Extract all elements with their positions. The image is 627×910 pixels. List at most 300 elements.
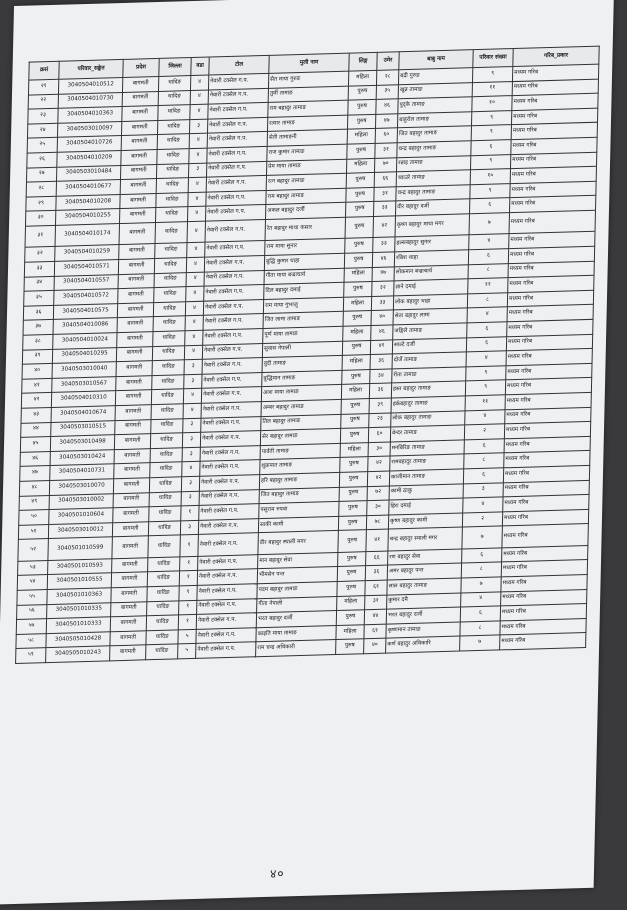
cell-head-name: तुर्मी तामाङ: [268, 86, 348, 103]
cell-tol: नेवारी टक्सेल ग.प.: [202, 358, 262, 374]
household-table: [15, 46, 600, 664]
cell-head-name: आश माया तामाङ: [261, 385, 341, 402]
cell-province: बागमती: [115, 419, 151, 435]
cell-district: धादिङ: [151, 418, 183, 433]
cell-age: ६१: [365, 580, 387, 595]
cell-tol: नेवारी टक्सेल ग.प.: [205, 219, 265, 242]
cell-father-name: जङ्गिले तामाङ: [393, 323, 467, 340]
cell-district: धादिङ: [148, 521, 180, 536]
cell-tol: नेवारी टक्सेल ग.प.: [205, 205, 265, 221]
cell-ward: ४: [188, 192, 206, 207]
cell-serial: ५२: [18, 539, 48, 561]
cell-ward: ४: [186, 286, 204, 301]
cell-household-code: 3040504010571: [54, 260, 118, 276]
cell-tol: नेवारी टक्सेल ग.प.: [204, 270, 264, 286]
cell-father-name: काजीमान तामाङ: [389, 469, 463, 486]
cell-serial: ३२: [25, 247, 55, 262]
cell-household-code: 3040503010002: [49, 493, 113, 509]
cell-age: ३१: [365, 595, 387, 610]
cell-father-name: चन्द्र बहादुर तामाङ: [396, 185, 470, 202]
cell-serial: ५६: [17, 604, 47, 619]
cell-family-size: ६: [471, 140, 511, 156]
cell-age: ३९: [369, 398, 391, 413]
cell-gender: पुरुष: [344, 253, 372, 268]
cell-household-code: 3040501010593: [48, 559, 112, 575]
cell-tol: नेवारी टक्सेल ग.प.: [205, 241, 265, 257]
cell-province: बागमती: [113, 478, 149, 494]
cell-gender: पुरुष: [340, 457, 368, 472]
cell-ward: ३: [182, 447, 200, 462]
cell-father-name: दोर्जे तामाङ: [392, 352, 466, 369]
cell-head-name: जित लामा तामाङ: [263, 312, 343, 329]
cell-head-name: रेत बहादुर माथा कसार: [265, 217, 345, 241]
cell-household-code: 3040504010310: [51, 391, 115, 407]
cell-poverty-type: मध्यम गरिब: [502, 509, 588, 526]
page-number: ४०: [269, 866, 285, 881]
cell-district: धादिङ: [151, 389, 183, 404]
cell-ward: १: [179, 571, 197, 586]
header-father-name: बाबु नाम: [399, 50, 473, 70]
cell-head-name: अम्बर बहादुर तामाङ: [261, 399, 341, 416]
cell-poverty-type: मध्यम गरिब: [510, 152, 596, 169]
cell-ward: ४: [184, 345, 202, 360]
cell-province: बागमती: [110, 616, 146, 632]
cell-poverty-type: मध्यम गरिब: [512, 64, 598, 81]
cell-ward: ४: [187, 221, 205, 243]
cell-poverty-type: मध्यम गरिब: [506, 349, 592, 366]
cell-province: बागमती: [113, 507, 149, 523]
cell-district: धादिङ: [156, 163, 188, 178]
cell-ward: १: [179, 585, 197, 600]
cell-head-name: मान बहादुर सेवा: [258, 552, 338, 569]
header-tol: टोल: [209, 55, 269, 75]
cell-district: धादिङ: [146, 630, 178, 645]
cell-poverty-type: मध्यम गरिब: [507, 305, 593, 322]
cell-serial: ४२: [21, 393, 51, 408]
cell-poverty-type: मध्यम गरिब: [506, 363, 592, 380]
cell-ward: १: [180, 535, 198, 557]
cell-district: धादिङ: [157, 119, 189, 134]
cell-district: धादिङ: [153, 331, 185, 346]
cell-province: बागमती: [111, 601, 147, 617]
cell-ward: ३: [188, 163, 206, 178]
cell-family-size: ६: [467, 322, 507, 338]
cell-poverty-type: मध्यम गरिब: [509, 210, 595, 234]
cell-province: बागमती: [112, 536, 148, 559]
cell-poverty-type: मध्यम गरिब: [511, 123, 597, 140]
cell-poverty-type: मध्यम गरिब: [504, 436, 590, 453]
cell-gender: पुरुष: [346, 187, 374, 202]
cell-age: ६०: [375, 128, 397, 143]
cell-tol: नेवारी टक्सेल ग.प.: [200, 445, 260, 461]
cell-gender: महिला: [347, 129, 375, 144]
cell-serial: ३९: [22, 349, 52, 364]
cell-family-size: ३: [463, 482, 503, 498]
cell-serial: ५४: [17, 575, 47, 590]
cell-tol: नेवारी टक्सेल ग.प.: [199, 504, 259, 520]
cell-district: धादिङ: [148, 535, 180, 557]
cell-tol: नेवारी टक्सेल ग.प.: [199, 475, 259, 491]
cell-poverty-type: मध्यम गरिब: [512, 79, 598, 96]
cell-poverty-type: मध्यम गरिब: [505, 378, 591, 395]
cell-family-size: ११: [468, 278, 508, 294]
cell-province: बागमती: [111, 572, 147, 588]
cell-family-size: ७: [460, 635, 500, 651]
cell-district: धादिङ: [153, 302, 185, 317]
cell-ward: ४: [186, 257, 204, 272]
cell-serial: ३७: [23, 320, 53, 335]
cell-poverty-type: मध्यम गरिब: [500, 633, 586, 650]
cell-age: ३६: [370, 354, 392, 369]
cell-ward: ४: [190, 90, 208, 105]
cell-serial: ३०: [25, 211, 55, 226]
cell-father-name: हिरा दमाई: [389, 498, 463, 515]
cell-gender: पुरुष: [345, 216, 373, 238]
cell-ward: ३: [184, 374, 202, 389]
cell-gender: पुरुष: [344, 282, 372, 297]
cell-serial: २५: [27, 138, 57, 153]
cell-gender: पुरुष: [347, 143, 375, 158]
cell-poverty-type: मध्यम गरिब: [501, 560, 587, 577]
cell-household-code: 3040504010572: [54, 289, 118, 305]
cell-ward: ४: [187, 206, 205, 221]
cell-poverty-type: मध्यम गरिब: [509, 196, 595, 213]
cell-ward: ३: [181, 476, 199, 491]
cell-father-name: चन्द्र बहादुर तामाङ: [397, 141, 471, 158]
cell-province: बागमती: [115, 390, 151, 406]
cell-district: धादिङ: [149, 491, 181, 506]
cell-serial: २४: [27, 123, 57, 138]
cell-family-size: ९: [465, 380, 505, 396]
cell-ward: ३: [182, 432, 200, 447]
cell-head-name: पसुराम रुपवा: [259, 502, 339, 519]
cell-serial: ४६: [20, 451, 50, 466]
cell-family-size: ६: [466, 336, 506, 352]
cell-age: ३०: [367, 500, 389, 515]
cell-father-name: रीता तामाङ: [392, 367, 466, 384]
cell-district: धादिङ: [155, 243, 187, 258]
cell-head-name: रत्मार तामाङ: [267, 115, 347, 132]
cell-serial: ३६: [23, 305, 53, 320]
cell-serial: ३५: [24, 291, 54, 306]
cell-father-name: च्याउरे तामाङ: [396, 170, 470, 187]
cell-head-name: शुक्रपात तामाङ: [260, 458, 340, 475]
cell-poverty-type: मध्यम गरिब: [503, 480, 589, 497]
cell-family-size: ४: [466, 351, 506, 367]
cell-age: ६६: [374, 172, 396, 187]
cell-district: धादिङ: [148, 557, 180, 572]
cell-age: ४२: [367, 471, 389, 486]
cell-family-size: ७: [462, 526, 502, 549]
cell-head-name: वीर बहादुर स्थाली मगर: [258, 531, 338, 555]
cell-province: बागमती: [120, 164, 156, 180]
cell-ward: १: [179, 600, 197, 615]
cell-gender: महिला: [348, 70, 376, 85]
cell-serial: ४८: [19, 480, 49, 495]
cell-poverty-type: मध्यम गरिब: [503, 465, 589, 482]
cell-tol: नेवारी टक्सेल ग.प.: [199, 489, 259, 505]
cell-age: २८: [376, 70, 398, 85]
cell-age: ३१: [375, 143, 397, 158]
cell-household-code: 3040503010424: [50, 449, 114, 465]
cell-district: धादिङ: [152, 375, 184, 390]
cell-gender: महिला: [344, 267, 372, 282]
cell-tol: नेवारी टक्सेल ग.प.: [204, 256, 264, 272]
cell-gender: महिला: [343, 326, 371, 341]
cell-household-code: 3040504010575: [53, 303, 117, 319]
cell-family-size: ६: [464, 439, 504, 455]
cell-poverty-type: मध्यम गरिब: [508, 246, 594, 263]
cell-family-size: ६: [463, 468, 503, 484]
cell-family-size: ९: [471, 125, 511, 141]
cell-tol: नेवारी टक्सेल ग.प.: [201, 387, 261, 403]
cell-age: ३१: [374, 187, 396, 202]
cell-gender: महिला: [346, 158, 374, 173]
cell-province: बागमती: [114, 448, 150, 464]
cell-household-code: 3040504010674: [51, 406, 115, 422]
cell-family-size: २: [464, 424, 504, 440]
cell-family-size: ७: [461, 577, 501, 593]
cell-province: बागमती: [122, 106, 158, 122]
cell-poverty-type: मध्यम गरिब: [504, 451, 590, 468]
cell-father-name: खुन्न तामाङ: [398, 82, 472, 99]
cell-serial: २६: [27, 152, 57, 167]
cell-serial: ४९: [19, 495, 49, 510]
cell-gender: पुरुष: [336, 610, 364, 625]
cell-father-name: रण बहादुर सेवा: [388, 549, 462, 566]
cell-serial: २१: [28, 79, 58, 94]
cell-tol: नेवारी टक्सेल ग.प.: [203, 314, 263, 330]
cell-father-name: हल्सबहादुर सुनार: [395, 235, 469, 252]
cell-poverty-type: मध्यम गरिब: [510, 181, 596, 198]
cell-family-size: ११: [472, 81, 512, 97]
cell-tol: नेवारी टक्सेल ग.प.: [197, 569, 257, 585]
cell-tol: नेवारी टक्सेल ग.प.: [197, 584, 257, 600]
cell-district: धादिङ: [153, 316, 185, 331]
cell-family-size: ४: [469, 234, 509, 250]
cell-head-name: सेर बहादुर तामाङ: [260, 429, 340, 446]
cell-province: बागमती: [116, 375, 152, 391]
cell-age: ४७: [372, 267, 394, 282]
cell-family-size: १०: [472, 96, 512, 112]
cell-age: ४०: [364, 638, 386, 653]
cell-tol: नेवारी टक्सेल ग.प.: [207, 146, 267, 162]
cell-poverty-type: मध्यम गरिब: [512, 93, 598, 110]
cell-gender: पुरुष: [336, 639, 364, 654]
cell-province: बागमती: [117, 317, 153, 333]
cell-province: बागमती: [116, 346, 152, 362]
cell-household-code: 3040503010484: [56, 165, 120, 181]
cell-age: ३३: [373, 201, 395, 216]
cell-tol: नेवारी टक्सेल ग.प.: [203, 329, 263, 345]
cell-serial: ४४: [21, 422, 51, 437]
cell-ward: ५: [178, 629, 196, 644]
header-ward: वडा: [191, 57, 209, 76]
cell-province: बागमती: [113, 492, 149, 508]
cell-household-code: 3040504010677: [56, 180, 120, 196]
cell-household-code: 3040504010730: [58, 92, 122, 108]
cell-gender: पुरुष: [345, 238, 373, 253]
cell-age: ४२: [368, 456, 390, 471]
cell-head-name: पार्वती तामाङ: [260, 443, 340, 460]
cell-gender: महिला: [337, 595, 365, 610]
cell-head-name: राज कुमार तामाङ: [267, 144, 347, 161]
cell-province: बागमती: [120, 179, 156, 195]
cell-province: बागमती: [119, 244, 155, 260]
cell-ward: ३: [184, 359, 202, 374]
cell-household-code: 3040504010208: [56, 194, 120, 210]
cell-family-size: ११: [465, 395, 505, 411]
cell-father-name: कृष्ण बहादुर माथा मगर: [395, 214, 469, 238]
cell-province: बागमती: [114, 434, 150, 450]
cell-father-name: वीर बहादुर दर्जी: [395, 199, 469, 216]
cell-serial: ४५: [20, 437, 50, 452]
cell-gender: पुरुष: [337, 581, 365, 596]
cell-household-code: 3040501010363: [47, 588, 111, 604]
cell-head-name: जित बहादुर तामाङ: [259, 487, 339, 504]
cell-household-code: 3040504010363: [58, 107, 122, 123]
cell-head-name: काइति माया तामाङ: [256, 625, 336, 642]
header-head-name: मुली नाम: [269, 53, 349, 73]
header-poverty-type: गरिब_प्रकार: [513, 46, 599, 66]
cell-household-code: 3040503010012: [48, 522, 112, 538]
cell-father-name: हर्कबहादुर तामाङ: [391, 396, 465, 413]
cell-ward: ४: [190, 104, 208, 119]
cell-household-code: 3040503010567: [52, 376, 116, 392]
cell-province: बागमती: [118, 273, 154, 289]
cell-household-code: 3040504010557: [54, 274, 118, 290]
cell-tol: नेवारी टक्सेल ग.प.: [208, 103, 268, 119]
cell-household-code: 3040505010428: [46, 632, 110, 648]
cell-head-name: गीता नेपाली: [257, 596, 337, 613]
cell-gender: पुरुष: [343, 311, 371, 326]
cell-tol: नेवारी टक्सेल ग.प.: [197, 598, 257, 614]
cell-gender: पुरुष: [338, 530, 366, 552]
cell-serial: ५७: [16, 619, 46, 634]
cell-family-size: ८: [461, 562, 501, 578]
cell-father-name: रबिश थाहा: [394, 250, 468, 267]
cell-district: धादिङ: [147, 571, 179, 586]
cell-district: धादिङ: [151, 404, 183, 419]
cell-serial: ३३: [24, 261, 54, 276]
cell-province: बागमती: [112, 521, 148, 537]
cell-ward: ४: [183, 389, 201, 404]
cell-family-size: ४: [463, 497, 503, 513]
cell-district: धादिङ: [152, 345, 184, 360]
cell-district: धादिङ: [147, 600, 179, 615]
cell-father-name: लोकमान बज्राचार्य: [394, 264, 468, 281]
cell-poverty-type: मध्यम गरिब: [511, 137, 597, 154]
cell-gender: महिला: [340, 442, 368, 457]
cell-tol: नेवारी टक्सेल ग.प.: [198, 518, 258, 534]
cell-serial: ५९: [16, 648, 46, 663]
cell-district: धादिङ: [158, 90, 190, 105]
cell-household-code: 3040504010255: [55, 209, 119, 225]
cell-age: ४६: [376, 99, 398, 114]
cell-head-name: सेती तामाङनी: [267, 130, 347, 147]
cell-age: ३६: [365, 565, 387, 580]
cell-province: बागमती: [121, 120, 157, 136]
cell-age: ४०: [371, 310, 393, 325]
header-gender: लिङ्ग: [349, 52, 377, 71]
cell-head-name: गीता माया बज्राचार्य: [264, 268, 344, 285]
cell-father-name: सेता बहादुर लामा: [393, 308, 467, 325]
cell-father-name: हस्त बहादुर तामाङ: [391, 381, 465, 398]
cell-tol: नेवारी टक्सेल ग.प.: [208, 88, 268, 104]
cell-ward: ५: [178, 644, 196, 659]
cell-head-name: भरत बहादुर दर्जी: [256, 611, 336, 628]
cell-family-size: ४: [467, 307, 507, 323]
cell-gender: पुरुष: [346, 173, 374, 188]
cell-serial: ४१: [22, 378, 52, 393]
cell-province: बागमती: [114, 463, 150, 479]
header-family-size: परिवार संख्या: [473, 49, 513, 68]
cell-gender: पुरुष: [341, 413, 369, 428]
cell-district: धादिङ: [155, 207, 187, 222]
cell-province: बागमती: [122, 76, 158, 92]
cell-tol: नेवारी टक्सेल ग.प.: [207, 117, 267, 133]
cell-head-name: भीमसेन पन्त: [257, 567, 337, 584]
cell-household-code: 3040504010086: [53, 318, 117, 334]
cell-tol: नेवारी टक्सेल ग.प.: [201, 416, 261, 432]
cell-gender: पुरुष: [341, 399, 369, 414]
cell-poverty-type: मध्यम गरिब: [508, 276, 594, 293]
cell-serial: ४७: [20, 466, 50, 481]
cell-age: ३२: [372, 281, 394, 296]
cell-district: धादिङ: [146, 644, 178, 659]
cell-district: धादिङ: [149, 506, 181, 521]
cell-gender: महिला: [342, 355, 370, 370]
cell-gender: पुरुष: [338, 515, 366, 530]
cell-gender: पुरुष: [338, 551, 366, 566]
cell-family-size: ९: [472, 67, 512, 83]
cell-district: धादिङ: [154, 287, 186, 302]
cell-gender: पुरुष: [342, 340, 370, 355]
cell-head-name: बुद्धि कुमार थाहा: [264, 253, 344, 270]
cell-head-name: सैत माया गुरुङ: [268, 71, 348, 88]
cell-household-code: 3040504010726: [57, 136, 121, 152]
cell-ward: ४: [190, 75, 208, 90]
cell-father-name: वेन्दर तामाङ: [390, 425, 464, 442]
cell-household-code: 3040501010599: [48, 537, 112, 560]
cell-province: बागमती: [121, 149, 157, 165]
cell-ward: ३: [189, 119, 207, 134]
cell-ward: ४: [182, 462, 200, 477]
cell-tol: नेवारी टक्सेल ग.प.: [208, 73, 268, 89]
cell-head-name: साकी कामी: [258, 516, 338, 533]
cell-father-name: लोक बहादुर थाहा: [393, 294, 467, 311]
cell-ward: १: [180, 556, 198, 571]
cell-father-name: कृष्णमान तामाङ: [386, 622, 460, 639]
cell-district: धादिङ: [156, 192, 188, 207]
cell-household-code: 3040501010604: [49, 508, 113, 524]
cell-head-name: राम माया सुनार: [265, 239, 345, 256]
cell-tol: नेवारी टक्सेल ग.प.: [198, 554, 258, 570]
cell-household-code: 3040501010333: [46, 617, 110, 633]
cell-age: ६०: [368, 427, 390, 442]
cell-province: बागमती: [110, 631, 146, 647]
cell-tol: नेवारी टक्सेल ग.प.: [202, 343, 262, 359]
cell-age: ४२: [373, 216, 395, 238]
cell-district: धादिङ: [158, 76, 190, 91]
cell-tol: नेवारी टक्सेल ग.प.: [201, 402, 261, 418]
cell-serial: ५८: [16, 633, 46, 648]
cell-head-name: तिल बहादुर तामाङ: [261, 414, 341, 431]
cell-province: बागमती: [118, 288, 154, 304]
cell-gender: पुरुष: [348, 100, 376, 115]
cell-family-size: ६: [468, 249, 508, 265]
cell-tol: नेवारी टक्सेल ग.प.: [206, 176, 266, 192]
